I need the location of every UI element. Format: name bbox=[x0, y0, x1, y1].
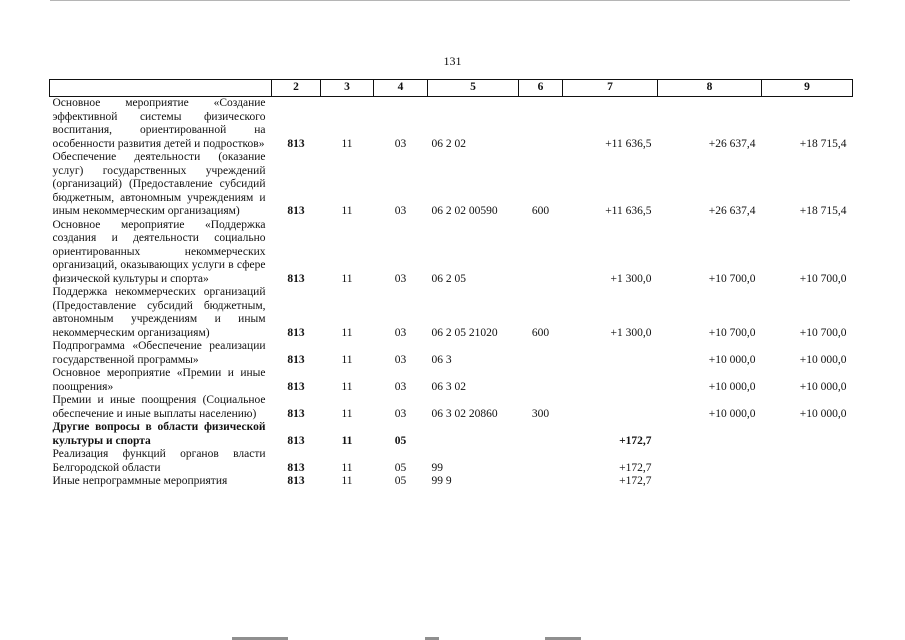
expense-type-cell: 600 bbox=[531, 326, 550, 339]
ministry-code-cell: 813 bbox=[287, 353, 305, 366]
target-article-cell: 99 9 bbox=[431, 475, 452, 487]
ministry-code-cell: 813 bbox=[287, 137, 305, 150]
amount-col9-cell: +18 715,4 bbox=[799, 137, 847, 150]
amount-col8-cell bbox=[658, 448, 762, 475]
table-row bbox=[50, 421, 853, 448]
ministry-code-cell: 813 bbox=[287, 272, 305, 285]
expense-type-cell bbox=[519, 219, 563, 287]
subsection-cell: 03 bbox=[394, 272, 407, 285]
row-name-cell: Основное мероприятие «Премии и иные поощрения» bbox=[52, 367, 266, 393]
section-cell: 11 bbox=[341, 380, 353, 393]
target-article-cell: 06 3 bbox=[431, 353, 452, 366]
row-name-cell: Иные непрограммные мероприятия bbox=[52, 475, 228, 487]
expense-type-cell: 600 bbox=[531, 205, 550, 217]
target-article-cell: 06 2 05 bbox=[431, 272, 466, 285]
row-name-cell: Премии и иные поощрения (Социальное обеспечение и иные выплаты населению) bbox=[52, 394, 266, 420]
page-number: 131 bbox=[443, 54, 462, 68]
section-cell: 11 bbox=[341, 475, 353, 487]
amount-col8-cell bbox=[658, 421, 762, 448]
table-row bbox=[50, 448, 853, 475]
ministry-code-cell: 813 bbox=[287, 461, 305, 474]
subsection-cell: 03 bbox=[394, 407, 407, 420]
target-article-cell: 06 2 05 21020 bbox=[431, 326, 498, 339]
amount-col7-cell: +11 636,5 bbox=[605, 137, 652, 150]
amount-col8-cell bbox=[658, 475, 762, 489]
amount-col9-cell: +18 715,4 bbox=[799, 205, 847, 217]
amount-col9-cell bbox=[762, 421, 853, 448]
amount-col8-cell: +10 700,0 bbox=[708, 272, 756, 285]
table-row bbox=[50, 286, 853, 340]
expense-type-cell bbox=[519, 475, 563, 489]
header-cell-7: 7 bbox=[563, 80, 658, 97]
header-cell-2: 2 bbox=[272, 80, 321, 97]
target-article-cell bbox=[428, 421, 519, 448]
row-name-cell: Подпрограмма «Обеспечение реализации государственной программы» bbox=[52, 340, 266, 366]
ministry-code-cell: 813 bbox=[287, 205, 305, 217]
amount-col9-cell: +10 700,0 bbox=[799, 326, 847, 339]
header-cell-3: 3 bbox=[321, 80, 374, 97]
row-name-cell: Реализация функций органов власти Белгородской области bbox=[52, 448, 266, 474]
expense-type-cell bbox=[519, 340, 563, 367]
ministry-code-cell: 813 bbox=[287, 380, 305, 393]
subsection-cell: 03 bbox=[394, 353, 407, 366]
target-article-cell: 06 2 02 00590 bbox=[431, 205, 498, 217]
subsection-cell: 03 bbox=[394, 205, 407, 217]
amount-col7-cell: +172,7 bbox=[619, 434, 652, 447]
amount-col7-cell: +11 636,5 bbox=[605, 205, 652, 217]
ministry-code-cell: 813 bbox=[287, 326, 305, 339]
amount-col7-cell bbox=[563, 394, 658, 421]
amount-col9-cell bbox=[762, 475, 853, 489]
section-cell: 11 bbox=[341, 137, 353, 150]
amount-col7-cell: +1 300,0 bbox=[610, 326, 652, 339]
header-row bbox=[50, 80, 853, 97]
budget-table bbox=[49, 79, 853, 489]
header-cell-9: 9 bbox=[762, 80, 853, 97]
target-article-cell: 99 bbox=[431, 461, 443, 474]
subsection-cell: 05 bbox=[394, 434, 407, 447]
ministry-code-cell: 813 bbox=[287, 434, 305, 447]
header-cell-5: 5 bbox=[428, 80, 519, 97]
amount-col9-cell: +10 000,0 bbox=[799, 353, 847, 366]
amount-col9-cell: +10 000,0 bbox=[799, 407, 847, 420]
target-article-cell: 06 3 02 bbox=[431, 380, 466, 393]
row-name-cell: Основное мероприятие «Создание эффективной системы физического воспитания, ориентированной на особенности развития детей и подростков» bbox=[52, 97, 266, 150]
section-cell: 11 bbox=[341, 461, 353, 474]
header-cell-4: 4 bbox=[374, 80, 428, 97]
section-cell: 11 bbox=[341, 326, 353, 339]
section-cell: 11 bbox=[341, 205, 353, 217]
header-cell-1 bbox=[50, 80, 272, 97]
amount-col8-cell: +10 700,0 bbox=[708, 326, 756, 339]
subsection-cell: 05 bbox=[394, 461, 407, 474]
amount-col7-cell bbox=[563, 367, 658, 394]
table-row bbox=[50, 367, 853, 394]
subsection-cell: 03 bbox=[394, 137, 407, 150]
amount-col9-cell: +10 700,0 bbox=[799, 272, 847, 285]
section-cell: 11 bbox=[341, 434, 353, 447]
expense-type-cell bbox=[519, 448, 563, 475]
target-article-cell: 06 3 02 20860 bbox=[431, 407, 498, 420]
amount-col8-cell: +26 637,4 bbox=[708, 137, 756, 150]
table-row bbox=[50, 97, 853, 152]
row-name-cell: Обеспечение деятельности (оказание услуг) государственных учреждений (организаций) (Предоставление субсидий бюджетным, автономным учреждениям и иным некоммерческим организациям) bbox=[52, 151, 266, 217]
expense-type-cell: 300 bbox=[531, 407, 550, 420]
section-cell: 11 bbox=[341, 272, 353, 285]
ministry-code-cell: 813 bbox=[287, 475, 305, 487]
expense-type-cell bbox=[519, 421, 563, 448]
amount-col7-cell: +1 300,0 bbox=[610, 272, 652, 285]
amount-col7-cell: +172,7 bbox=[619, 475, 652, 487]
row-name-cell: Основное мероприятие «Поддержка создания и деятельности социально ориентированных некоммерческих организаций, оказывающих услуги в сфере физической культуры и спорта» bbox=[52, 218, 266, 285]
table-row bbox=[50, 394, 853, 421]
table-row bbox=[50, 151, 853, 219]
header-cell-6: 6 bbox=[519, 80, 563, 97]
subsection-cell: 03 bbox=[394, 326, 407, 339]
amount-col7-cell: +172,7 bbox=[619, 461, 652, 474]
section-cell: 11 bbox=[341, 353, 353, 366]
section-cell: 11 bbox=[341, 407, 353, 420]
target-article-cell: 06 2 02 bbox=[431, 137, 466, 150]
expense-type-cell bbox=[519, 367, 563, 394]
amount-col9-cell bbox=[762, 448, 853, 475]
table-row bbox=[50, 340, 853, 367]
amount-col8-cell: +10 000,0 bbox=[708, 380, 756, 393]
subsection-cell: 03 bbox=[394, 380, 407, 393]
subsection-cell: 05 bbox=[394, 475, 407, 487]
header-cell-8: 8 bbox=[658, 80, 762, 97]
amount-col8-cell: +10 000,0 bbox=[708, 353, 756, 366]
top-rule bbox=[50, 0, 850, 1]
row-name-cell: Другие вопросы в области физической культуры и спорта bbox=[52, 421, 266, 447]
expense-type-cell bbox=[519, 97, 563, 152]
table-row bbox=[50, 219, 853, 287]
row-name-cell: Поддержка некоммерческих организаций (Предоставление субсидий бюджетным, автономным учреждениям и иным некоммерческим организациям) bbox=[52, 286, 266, 339]
amount-col8-cell: +26 637,4 bbox=[708, 205, 756, 217]
amount-col9-cell: +10 000,0 bbox=[799, 380, 847, 393]
amount-col8-cell: +10 000,0 bbox=[708, 407, 756, 420]
table-row bbox=[50, 475, 853, 489]
ministry-code-cell: 813 bbox=[287, 407, 305, 420]
amount-col7-cell bbox=[563, 340, 658, 367]
